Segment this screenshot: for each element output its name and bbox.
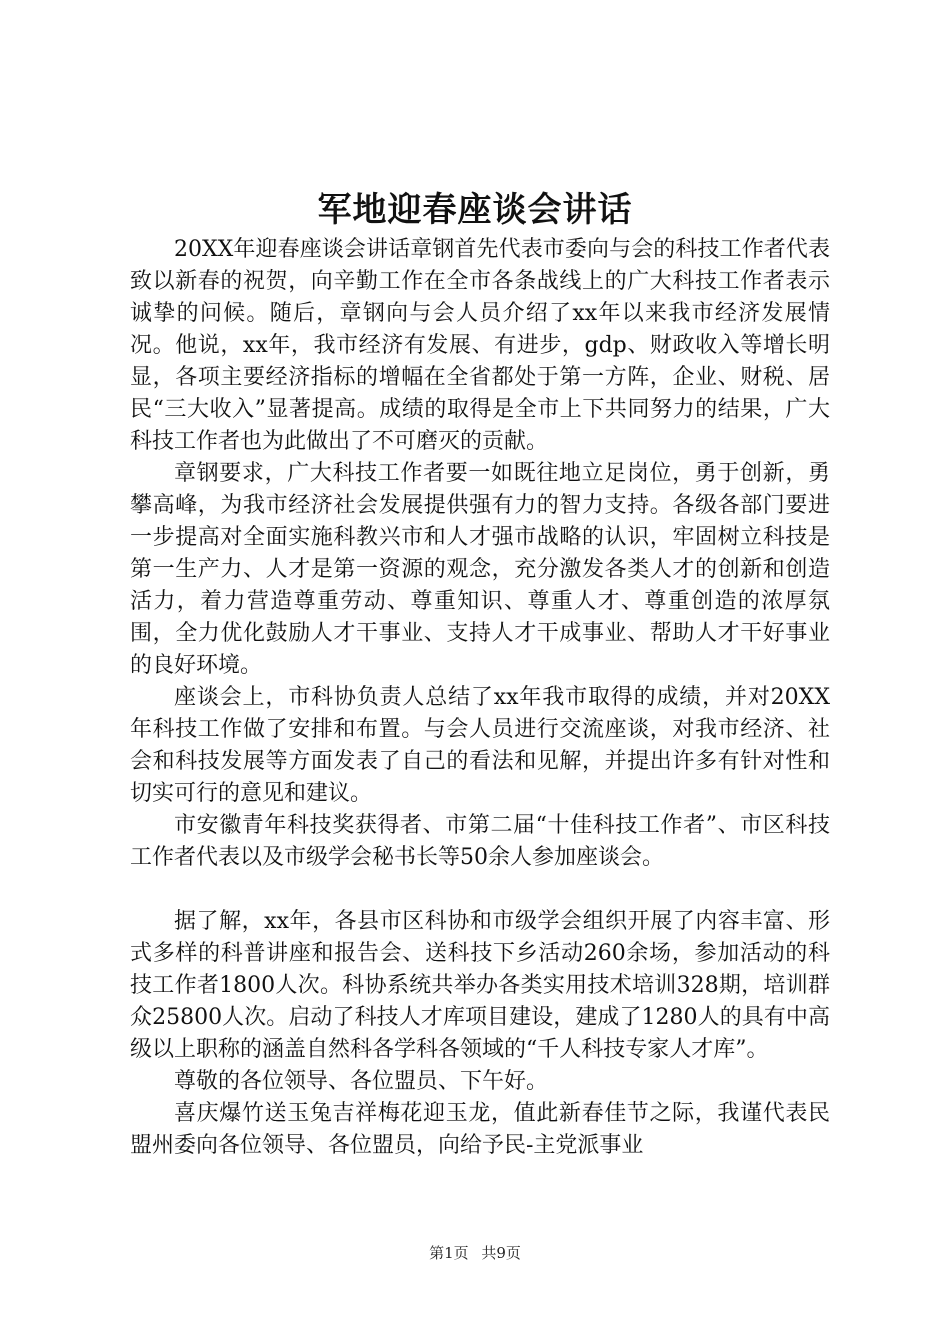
paragraph-7: 喜庆爆竹送玉兔吉祥梅花迎玉龙，值此新春佳节之际，我谨代表民盟州委向各位领导、各位盟员，向给予民-主党派事业	[130, 1101, 830, 1158]
document-title: 军地迎春座谈会讲话	[317, 190, 633, 230]
paragraph-4: 市安徽青年科技奖获得者、市第二届“十佳科技工作者”、市区科技工作者代表以及市级学会秘书长等50余人参加座谈会。	[130, 813, 830, 870]
paragraph-2: 章钢要求，广大科技工作者要一如既往地立足岗位，勇于创新，勇攀高峰，为我市经济社会发展提供强有力的智力支持。各级各部门要进一步提高对全面实施科教兴市和人才强市战略的认识，牢固树立科技是第一生产力、人才是第一资源的观念，充分激发各类人才的创新和创造活力，着力营造尊重劳动、尊重知识、尊重人才、尊重创造的浓厚氛围，全力优化鼓励人才干事业、支持人才干成事业、帮助人才干好事业的良好环境。	[130, 461, 830, 678]
page-footer	[0, 1243, 950, 1263]
paragraph-5: 据了解，xx年，各县市区科协和市级学会组织开展了内容丰富、形式多样的科普讲座和报告会、送科技下乡活动260余场，参加活动的科技工作者1800人次。科协系统共举办各类实用技术培训328期，培训群众25800人次。启动了科技人才库项目建设，建成了1280人的具有中高级以上职称的涵盖自然科各学科各领域的“千人科技专家人才库”。	[130, 909, 830, 1062]
page-total: 共9页	[481, 1244, 521, 1262]
page-number: 第1页	[429, 1244, 469, 1262]
document-body	[130, 234, 830, 1162]
paragraph-1: 20XX年迎春座谈会讲话章钢首先代表市委向与会的科技工作者代表致以新春的祝贺，向辛勤工作在全市各条战线上的广大科技工作者表示诚挚的问候。随后，章钢向与会人员介绍了xx年以来我市经济发展情况。他说，xx年，我市经济有发展、有进步，gdp、财政收入等增长明显，各项主要经济指标的增幅在全省都处于第一方阵，企业、财税、居民“三大收入”显著提高。成绩的取得是全市上下共同努力的结果，广大科技工作者也为此做出了不可磨灭的贡献。	[130, 237, 830, 454]
paragraph-6: 尊敬的各位领导、各位盟员、下午好。	[174, 1069, 549, 1094]
paragraph-3: 座谈会上，市科协负责人总结了xx年我市取得的成绩，并对20XX年科技工作做了安排和布置。与会人员进行交流座谈，对我市经济、社会和科技发展等方面发表了自己的看法和见解，并提出许多有针对性和切实可行的意见和建议。	[130, 685, 830, 806]
